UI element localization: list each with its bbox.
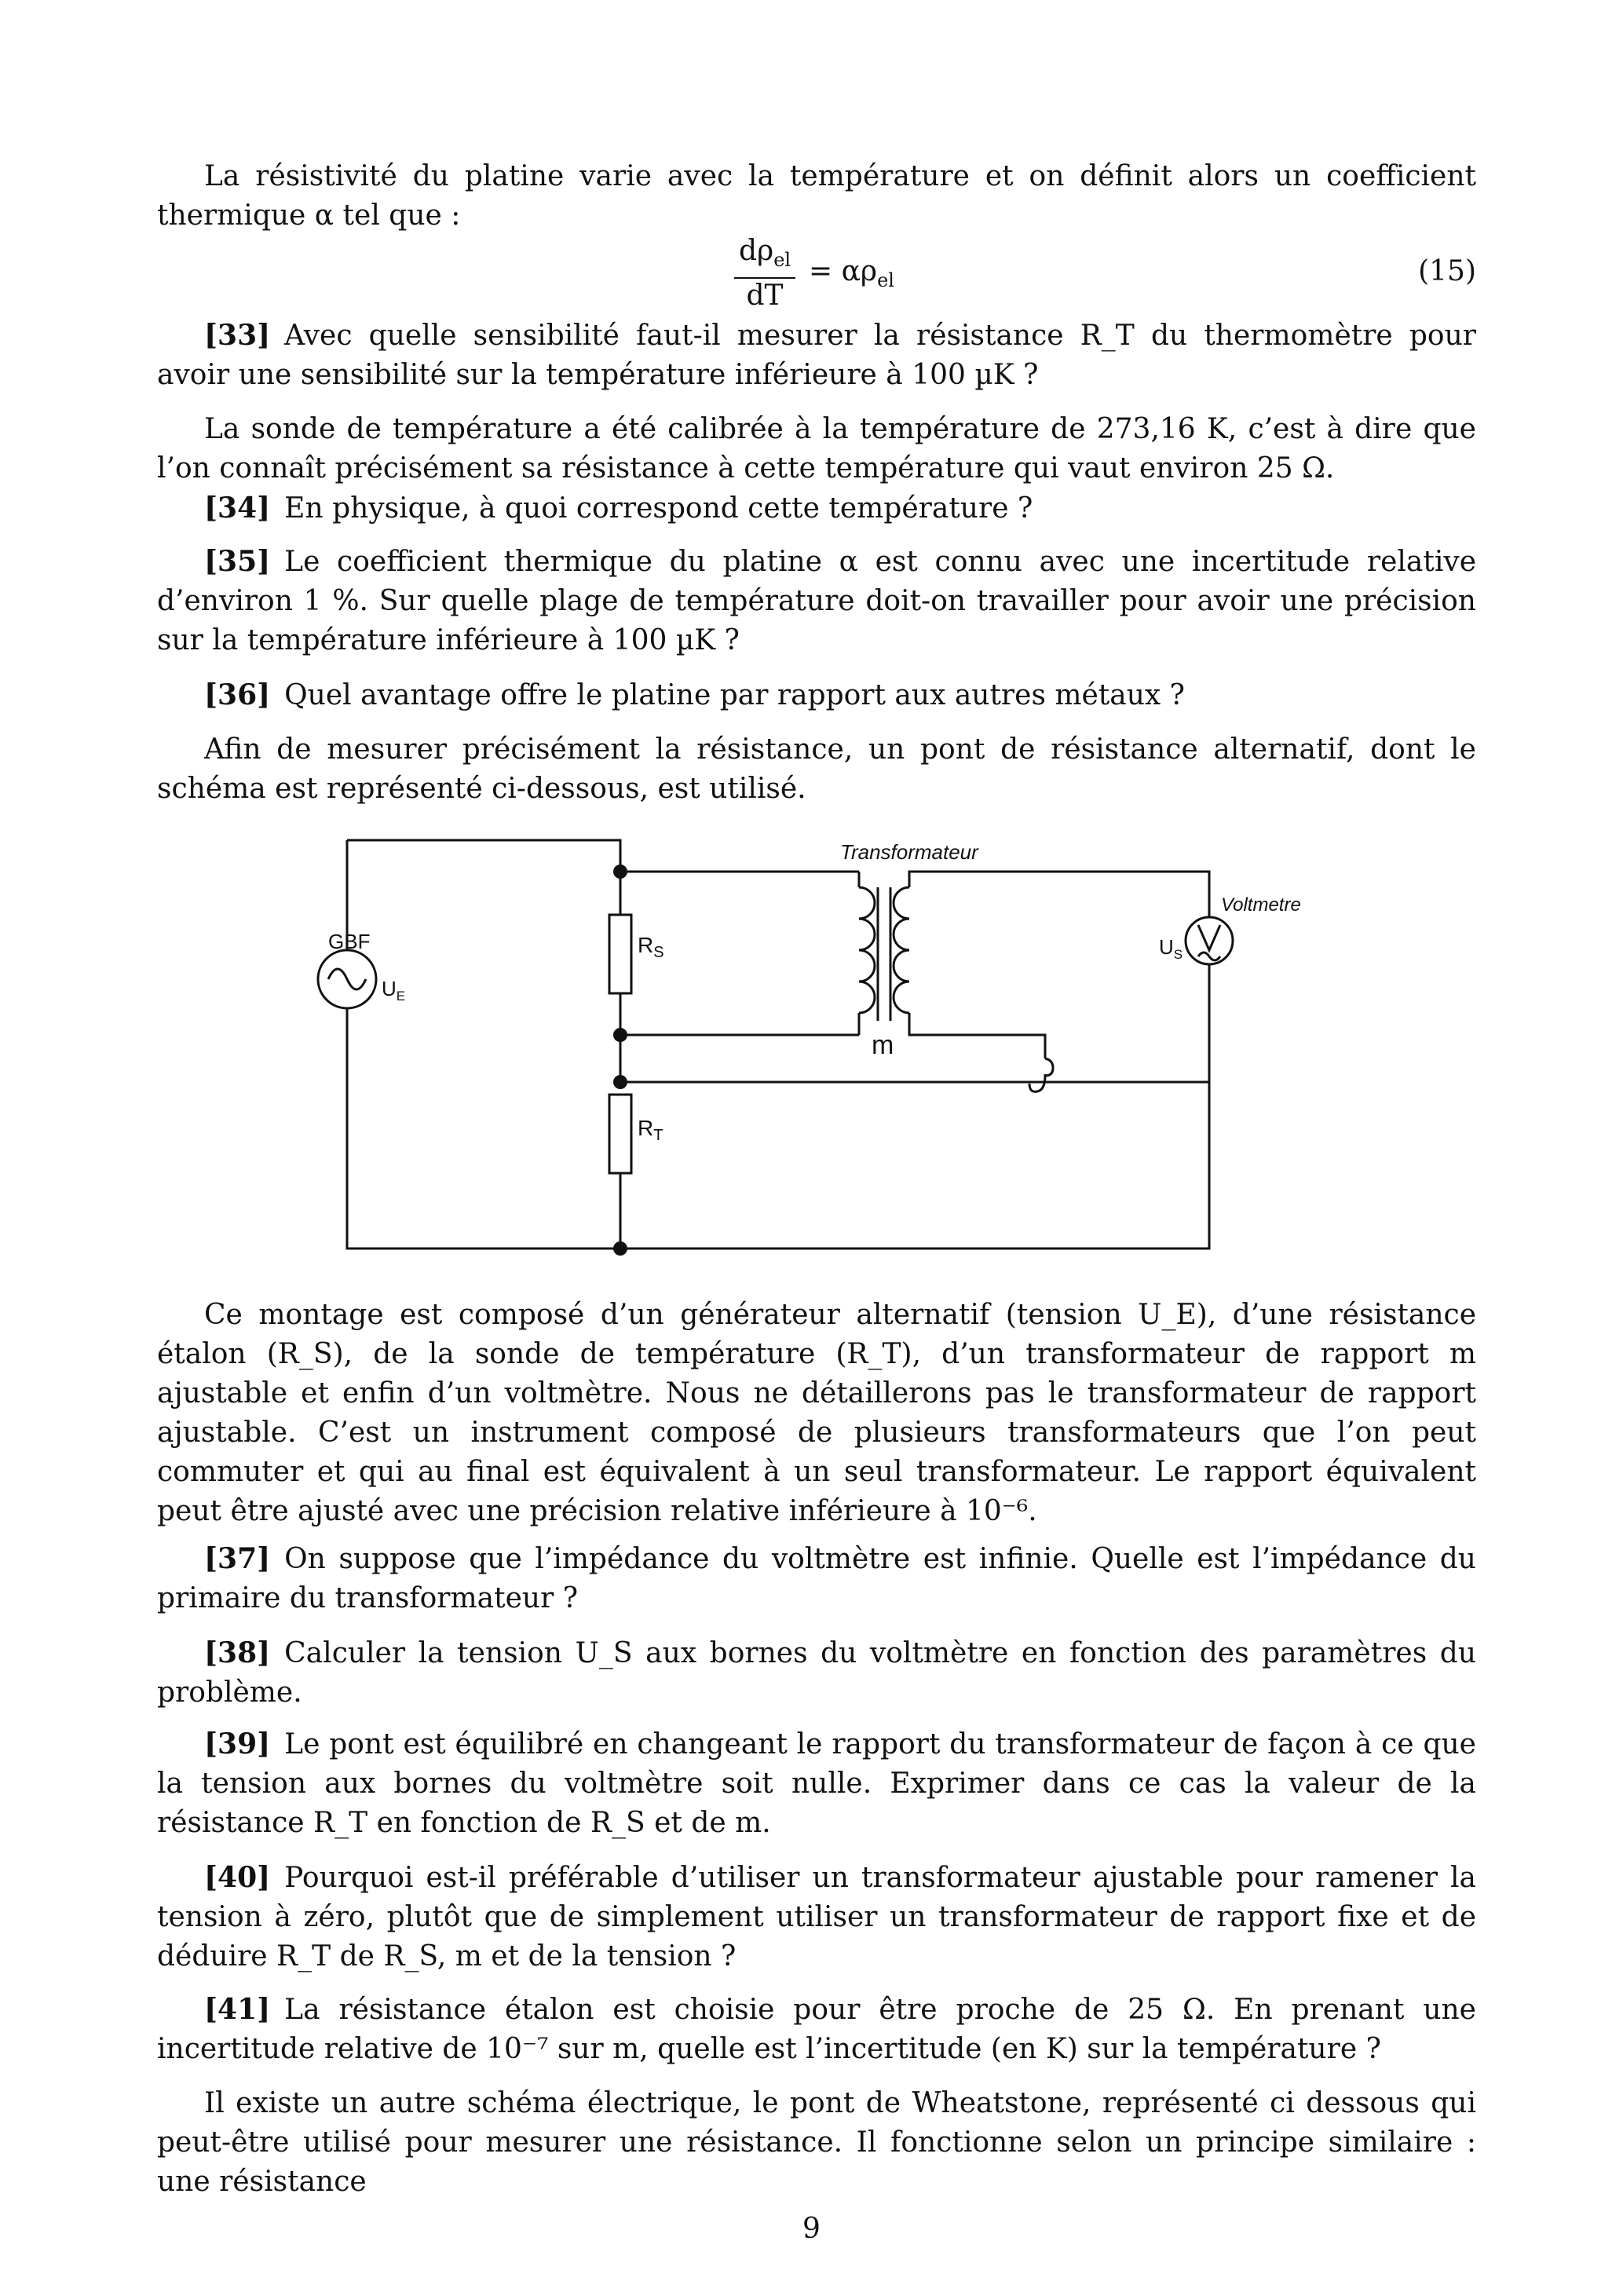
- paragraph-calibration: La sonde de température a été calibrée à la température de 273,16 K, c’est à dire que l’on connaît précisément sa résistance à cette température qui vaut environ 25 Ω.: [157, 413, 1476, 484]
- paragraph-montage-block: [157, 1296, 1476, 1531]
- wire-secondary-top: [909, 872, 1209, 919]
- resistor-rt: [609, 1095, 631, 1173]
- question-text: Calculer la tension U_S aux bornes du voltmètre en fonction des paramètres du problème.: [157, 1637, 1476, 1709]
- question-33: [157, 316, 1476, 395]
- question-38: [157, 1633, 1476, 1713]
- rs-subscript: S: [653, 944, 664, 961]
- question-number: [38]: [204, 1636, 271, 1669]
- wire-rt-return: [620, 1082, 1209, 1249]
- paragraph-intro: La résistivité du platine varie avec la température et on définit alors un coefficient thermique α tel que :: [157, 160, 1476, 232]
- question-number: [34]: [204, 492, 271, 525]
- wire-top: [347, 840, 620, 872]
- node-bottom: [613, 1241, 627, 1256]
- us-subscript: S: [1173, 947, 1183, 962]
- paragraph-calibration-block: [157, 410, 1476, 488]
- question-40: [157, 1858, 1476, 1976]
- primary-coil: [859, 887, 875, 1013]
- node-rt-top: [613, 1075, 627, 1089]
- paragraph-bridge: Afin de mesurer précisément la résistance, un pont de résistance alternatif, dont le schéma est représenté ci-dessous, est utilisé.: [157, 733, 1476, 805]
- node-top: [613, 865, 627, 879]
- paragraph-wheatstone-block: [157, 2084, 1476, 2202]
- question-number: [33]: [204, 319, 271, 352]
- eq-rhs-sub: el: [877, 269, 894, 292]
- question-37: [157, 1539, 1476, 1618]
- question-number: [35]: [204, 545, 271, 578]
- question-text: Le coefficient thermique du platine α est connu avec une incertitude relative d’environ 1 %. Sur quelle plage de température doit-on travailler pour avoir une précision sur la température inférieure à 100 µK ?: [157, 546, 1476, 656]
- transformer-label: Transformateur: [840, 840, 978, 864]
- ue-letter: U: [382, 977, 397, 1000]
- question-41: [157, 1990, 1476, 2069]
- question-text: Quel avantage offre le platine par rapport aux autres métaux ?: [284, 679, 1185, 711]
- paragraph-wheatstone: Il existe un autre schéma électrique, le pont de Wheatstone, représenté ci dessous qui peut-être utilisé pour mesurer une résistance. Il fonctionne selon un principe similaire : une résistance: [157, 2087, 1476, 2198]
- intro-block: [157, 157, 1476, 236]
- ue-label: [382, 977, 405, 1004]
- eq-numerator: dρ: [739, 235, 774, 267]
- paragraph-bridge-block: [157, 730, 1476, 809]
- ue-subscript: E: [396, 989, 406, 1004]
- question-text: Avec quelle sensibilité faut-il mesurer la résistance R_T du thermomètre pour avoir une sensibilité sur la température inférieure à 100 µK ?: [157, 320, 1476, 391]
- question-number: [39]: [204, 1727, 271, 1760]
- equation-fraction: [734, 234, 795, 313]
- question-text: Pourquoi est-il préférable d’utiliser un transformateur ajustable pour ramener la tension à zéro, plutôt que de simplement utiliser un transformateur de rapport fixe et de déduire R_T de R_S, m et de la tension ?: [157, 1862, 1476, 1972]
- equation-rhs: [809, 254, 894, 298]
- question-text: Le pont est équilibré en changeant le rapport du transformateur de façon à ce que la tension aux bornes du voltmètre soit nulle. Exprimer dans ce cas la valeur de la résistance R_T en fonction de R_S et de m.: [157, 1728, 1476, 1839]
- rt-label: [638, 1116, 663, 1144]
- question-35: [157, 542, 1476, 660]
- voltmeter-label: Voltmetre: [1221, 894, 1301, 916]
- eq-denominator: dT: [746, 280, 784, 313]
- question-number: [41]: [204, 1993, 271, 2026]
- question-number: [36]: [204, 678, 271, 711]
- question-34: [157, 488, 1476, 528]
- question-text: On suppose que l’impédance du voltmètre est infinie. Quelle est l’impédance du primaire du transformateur ?: [157, 1543, 1476, 1614]
- question-number: [40]: [204, 1861, 271, 1894]
- us-letter: U: [1159, 935, 1174, 959]
- resistor-rs: [609, 915, 631, 993]
- wire-secondary-return: [1045, 1058, 1053, 1076]
- wire-left: [347, 840, 620, 1249]
- gbf-label: GBF: [328, 930, 371, 953]
- us-label: [1159, 935, 1183, 962]
- question-number: [37]: [204, 1542, 271, 1575]
- rt-subscript: T: [653, 1127, 663, 1144]
- wire-secondary-bottom: [909, 1013, 1045, 1058]
- bridge-circuit-diagram: [298, 824, 1319, 1264]
- rt-letter: R: [638, 1116, 654, 1140]
- question-36: [157, 675, 1476, 715]
- eq-rhs-text: = αρ: [809, 255, 878, 287]
- m-label: m: [872, 1030, 894, 1060]
- page-number: 9: [802, 2213, 821, 2245]
- question-text: La résistance étalon est choisie pour être proche de 25 Ω. En prenant une incertitude relative de 10⁻⁷ sur m, quelle est l’incertitude (en K) sur la température ?: [157, 1994, 1476, 2065]
- question-39: [157, 1724, 1476, 1843]
- rs-label: [638, 933, 664, 961]
- equation-number: (15): [1418, 255, 1476, 287]
- node-mid: [613, 1028, 627, 1042]
- secondary-coil: [894, 887, 909, 1013]
- question-text: En physique, à quoi correspond cette température ?: [284, 492, 1033, 525]
- eq-numerator-sub: el: [773, 249, 791, 272]
- paragraph-montage: Ce montage est composé d’un générateur alternatif (tension U_E), d’une résistance étalon (R_S), de la sonde de température (R_T), d’un transformateur de rapport m ajustable et enfin d’un voltmètre. Nous ne détaillerons pas le transformateur de rapport ajustable. C’est un instrument composé de plusieurs transformateurs que l’on peut commuter et qui au final est équivalent à un seul transformateur. Le rapport équivalent peut être ajusté avec une précision relative inférieure à 10⁻⁶.: [157, 1299, 1476, 1527]
- rs-letter: R: [638, 933, 654, 957]
